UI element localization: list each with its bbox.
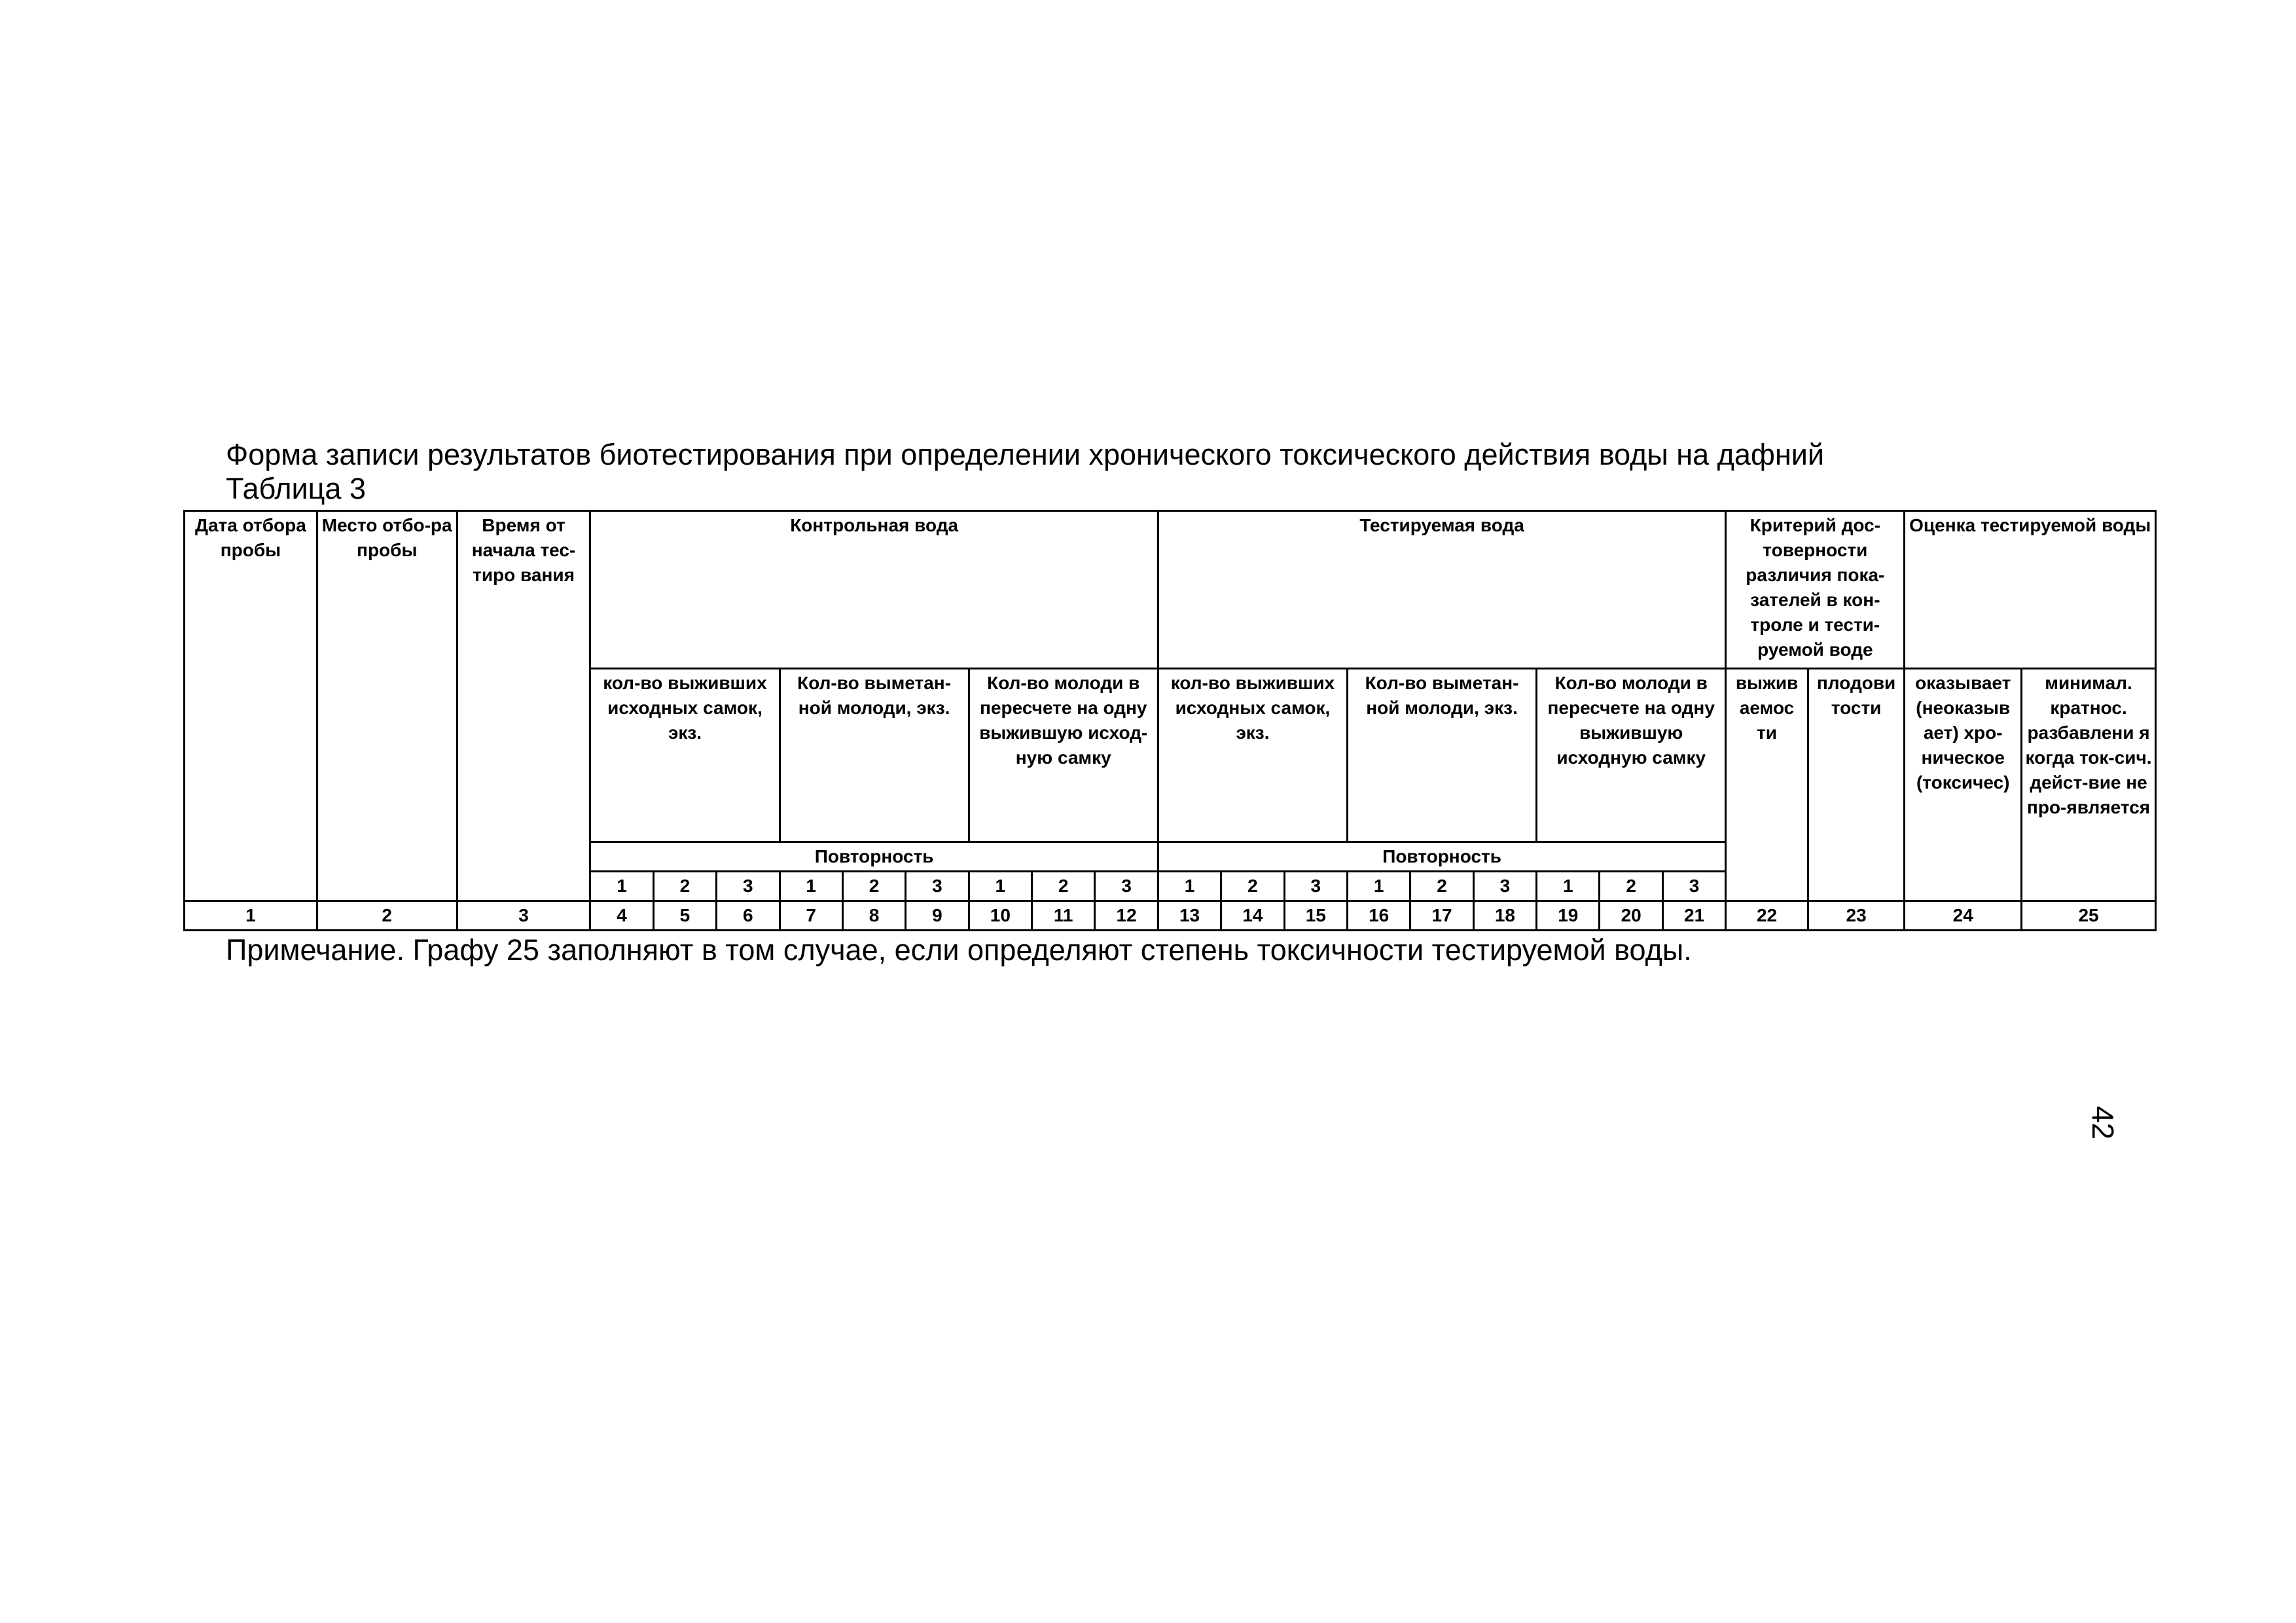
column-number: 9 <box>906 901 969 931</box>
repeat-cell: 2 <box>1032 872 1095 901</box>
table-note: Примечание. Графу 25 заполняют в том случае, если определяют степень токсичности тестируемой воды. <box>226 933 1692 967</box>
header-control-survivors: кол-во выживших исходных самок, экз. <box>590 669 780 842</box>
column-number: 25 <box>2022 901 2156 931</box>
repeat-cell: 1 <box>780 872 842 901</box>
header-survival: выжив аемос ти <box>1726 669 1808 901</box>
repeat-cell: 3 <box>1095 872 1158 901</box>
column-number: 21 <box>1662 901 1725 931</box>
column-number: 20 <box>1600 901 1662 931</box>
column-number: 3 <box>457 901 590 931</box>
column-number: 8 <box>842 901 905 931</box>
column-number: 6 <box>717 901 780 931</box>
repeat-cell: 1 <box>590 872 653 901</box>
column-number: 23 <box>1808 901 1905 931</box>
column-number: 13 <box>1158 901 1221 931</box>
column-number: 12 <box>1095 901 1158 931</box>
column-number: 24 <box>1905 901 2022 931</box>
column-number: 15 <box>1284 901 1347 931</box>
header-evaluation: Оценка тестируемой воды <box>1905 511 2156 669</box>
form-title: Форма записи результатов биотестирования при определении хронического токсического действия воды на дафний <box>226 438 1825 471</box>
header-test-time: Время от начала тес-тиро вания <box>457 511 590 901</box>
column-number: 19 <box>1537 901 1600 931</box>
column-number: 5 <box>653 901 716 931</box>
header-toxic-effect: оказывает (неоказыв ает) хро-ническое (токсичес) <box>1905 669 2022 901</box>
header-test-survivors: кол-во выживших исходных самок, экз. <box>1158 669 1347 842</box>
table-label: Таблица 3 <box>226 472 366 505</box>
repeat-cell: 1 <box>1158 872 1221 901</box>
header-fertility: плодови тости <box>1808 669 1905 901</box>
header-test-offspring: Кол-во выметан-ной молоди, экз. <box>1347 669 1536 842</box>
repeat-cell: 1 <box>969 872 1031 901</box>
repeat-cell: 2 <box>653 872 716 901</box>
column-number: 10 <box>969 901 1031 931</box>
column-number: 2 <box>317 901 457 931</box>
header-control-water: Контрольная вода <box>590 511 1158 669</box>
column-number: 4 <box>590 901 653 931</box>
header-criterion: Критерий дос-товерности различия пока-зателей в кон-троле и тести-руемой воде <box>1726 511 1905 669</box>
header-test-water: Тестируемая вода <box>1158 511 1725 669</box>
column-number: 1 <box>185 901 317 931</box>
repeat-cell: 2 <box>842 872 905 901</box>
repeat-cell: 3 <box>1473 872 1536 901</box>
header-sampling-date: Дата отбора пробы <box>185 511 317 901</box>
repeat-cell: 1 <box>1537 872 1600 901</box>
repeat-cell: 1 <box>1347 872 1410 901</box>
header-control-offspring: Кол-во выметан-ной молоди, экз. <box>780 669 969 842</box>
column-number: 11 <box>1032 901 1095 931</box>
column-number: 17 <box>1410 901 1473 931</box>
header-control-repetition: Повторность <box>590 842 1158 872</box>
repeat-cell: 3 <box>1284 872 1347 901</box>
results-table <box>183 510 2157 931</box>
repeat-cell: 3 <box>906 872 969 901</box>
column-number: 22 <box>1726 901 1808 931</box>
header-test-per-female: Кол-во молоди в пересчете на одну выжившую исходную самку <box>1537 669 1726 842</box>
page-number: 42 <box>2086 1106 2120 1140</box>
header-min-dilution: минимал. кратнос. разбавлени я когда ток-сич. дейст-вие не про-является <box>2022 669 2156 901</box>
column-number: 7 <box>780 901 842 931</box>
repeat-cell: 2 <box>1410 872 1473 901</box>
column-number: 16 <box>1347 901 1410 931</box>
header-test-repetition: Повторность <box>1158 842 1725 872</box>
repeat-cell: 2 <box>1600 872 1662 901</box>
header-control-per-female: Кол-во молоди в пересчете на одну выжившую исход-ную самку <box>969 669 1158 842</box>
repeat-cell: 3 <box>1662 872 1725 901</box>
column-number: 18 <box>1473 901 1536 931</box>
header-sampling-place: Место отбо-ра пробы <box>317 511 457 901</box>
column-number: 14 <box>1221 901 1284 931</box>
repeat-cell: 3 <box>717 872 780 901</box>
repeat-cell: 2 <box>1221 872 1284 901</box>
